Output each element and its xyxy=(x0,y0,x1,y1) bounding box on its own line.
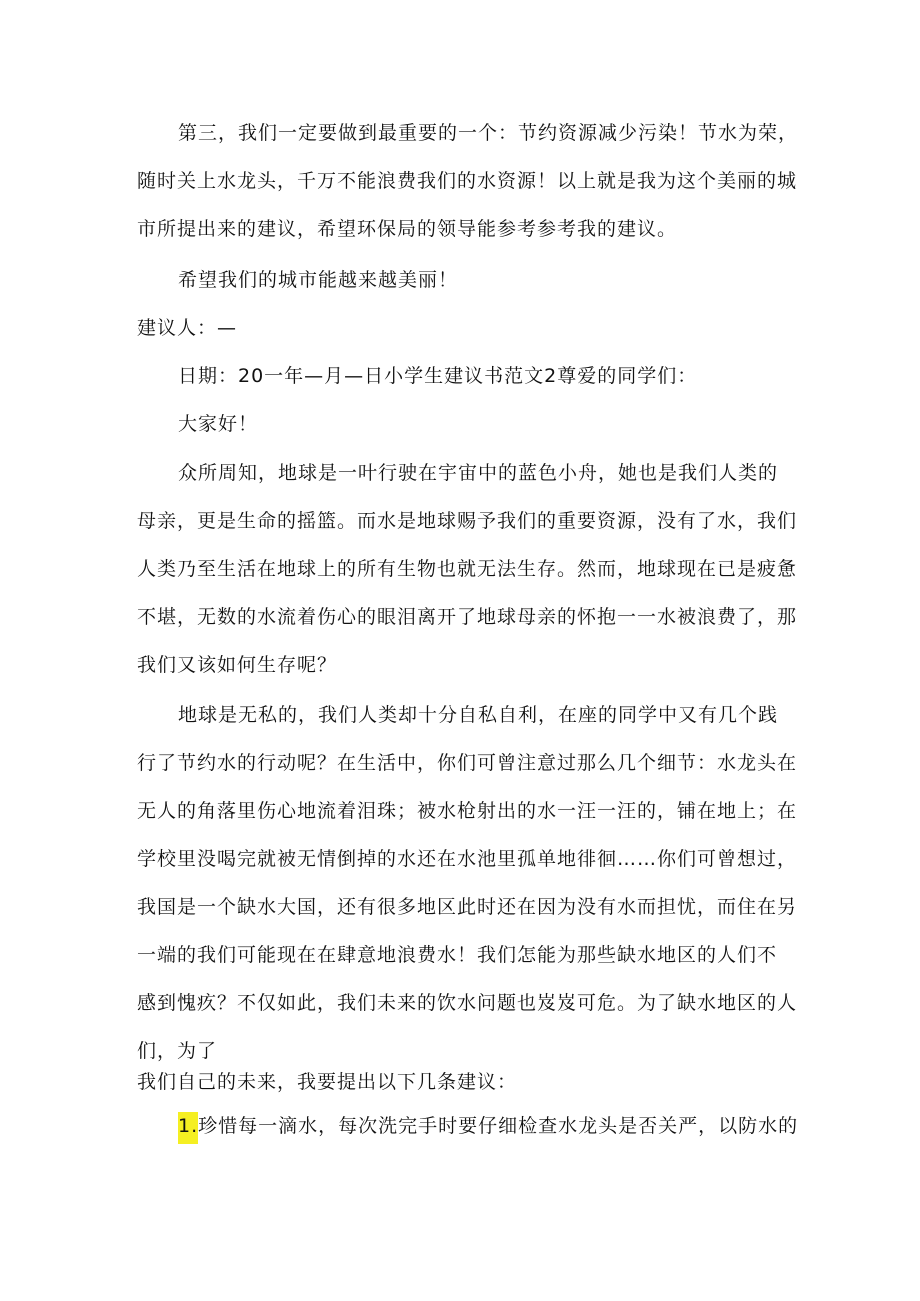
paragraph-line: 随时关上水龙头，千万不能浪费我们的水资源！以上就是我为这个美丽的城 xyxy=(137,170,798,192)
paragraph-line: 无人的角落里伤心地流着泪珠；被水枪射出的水一汪一汪的，铺在地上；在 xyxy=(137,800,798,822)
date-line: 日期：20一年—月—日小学生建议书范文2尊爱的同学们： xyxy=(178,365,698,387)
paragraph-line: 母亲，更是生命的摇篮。而水是地球赐予我们的重要资源，没有了水，我们 xyxy=(137,510,798,532)
numbered-item xyxy=(178,1114,798,1138)
paragraph-line: 第三，我们一定要做到最重要的一个：节约资源减少污染！节水为荣， xyxy=(178,122,799,144)
paragraph-line: 感到愧疚？不仅如此，我们未来的饮水问题也岌岌可危。为了缺水地区的人 xyxy=(137,992,798,1014)
paragraph-line: 一端的我们可能现在在肆意地浪费水！我们怎能为那些缺水地区的人们不 xyxy=(137,944,778,966)
paragraph-line: 我们自己的未来，我要提出以下几条建议： xyxy=(137,1071,518,1093)
paragraph-line: 我们又该如何生存呢？ xyxy=(137,654,338,676)
paragraph-line: 们，为了 xyxy=(137,1040,218,1062)
proposer-line: 建议人：— xyxy=(137,317,238,339)
greeting-line: 大家好！ xyxy=(178,413,259,435)
paragraph-line: 学校里没喝完就被无情倒掉的水还在水池里孤单地徘徊……你们可曾想过， xyxy=(137,848,798,870)
paragraph-line: 地球是无私的，我们人类却十分自私自利，在座的同学中又有几个践 xyxy=(178,704,779,726)
paragraph-line: 众所周知，地球是一叶行驶在宇宙中的蓝色小舟，她也是我们人类的 xyxy=(178,462,779,484)
item-number-highlight: 1. xyxy=(178,1112,198,1144)
paragraph-line: 行了节约水的行动呢？在生活中，你们可曾注意过那么几个细节：水龙头在 xyxy=(137,752,798,774)
paragraph-line: 市所提出来的建议，希望环保局的领导能参考参考我的建议。 xyxy=(137,218,678,240)
item-text: 珍惜每一滴水，每次洗完手时要仔细检查水龙头是否关严，以防水的 xyxy=(198,1115,799,1137)
paragraph-line: 希望我们的城市能越来越美丽！ xyxy=(178,269,459,291)
paragraph-line: 人类乃至生活在地球上的所有生物也就无法生存。然而，地球现在已是疲惫 xyxy=(137,558,798,580)
paragraph-line: 我国是一个缺水大国，还有很多地区此时还在因为没有水而担忧，而住在另 xyxy=(137,896,798,918)
paragraph-line: 不堪，无数的水流着伤心的眼泪离开了地球母亲的怀抱一一水被浪费了，那 xyxy=(137,606,798,628)
